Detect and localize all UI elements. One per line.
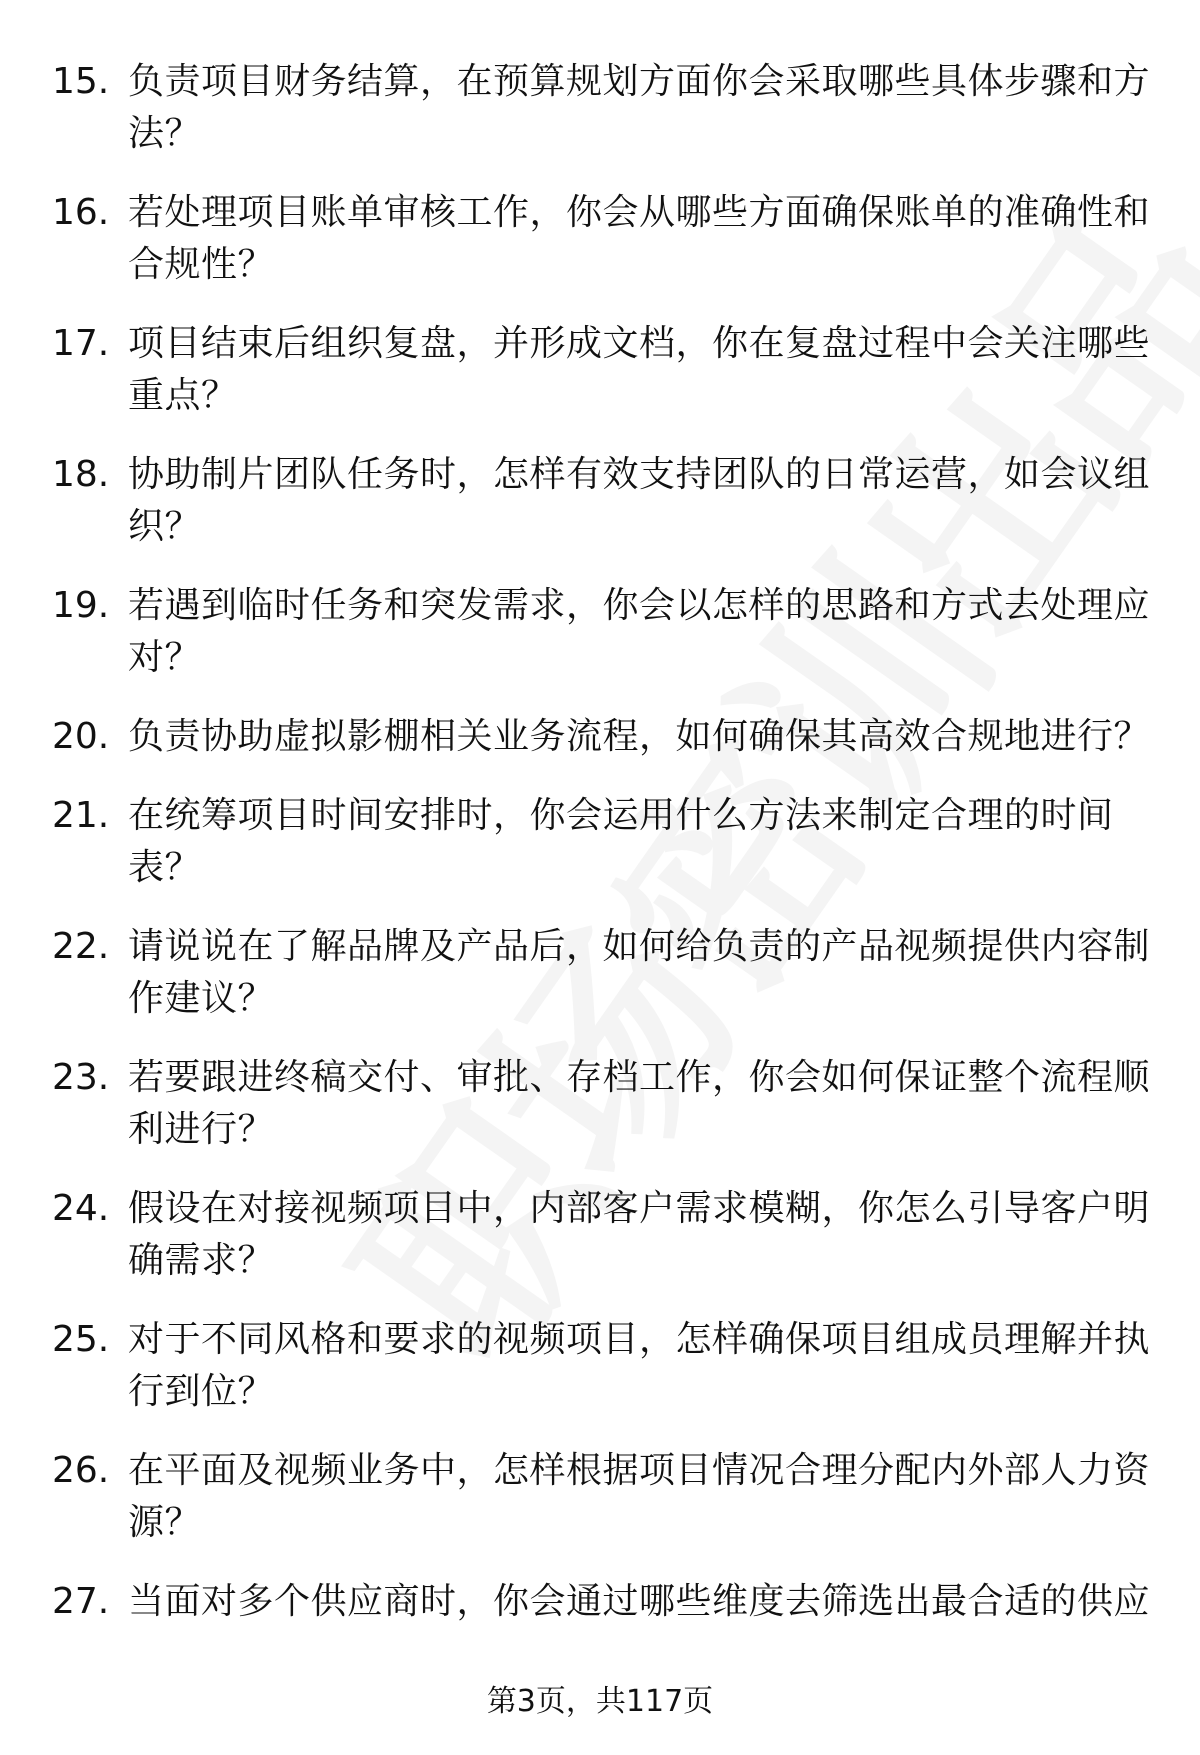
question-text: 若要跟进终稿交付、审批、存档工作，你会如何保证整个流程顺利进行？ bbox=[128, 1057, 1151, 1150]
question-number: 17. bbox=[52, 323, 110, 364]
page-footer: 第3页，共117页 bbox=[486, 1684, 714, 1719]
question-text: 请说说在了解品牌及产品后，如何给负责的产品视频提供内容制作建议？ bbox=[128, 926, 1151, 1019]
question-number: 18. bbox=[52, 454, 110, 495]
question-text: 项目结束后组织复盘，并形成文档，你在复盘过程中会关注哪些重点？ bbox=[128, 323, 1151, 416]
question-number: 23. bbox=[52, 1057, 110, 1098]
question-number: 15. bbox=[52, 61, 110, 102]
question-number: 26. bbox=[52, 1450, 110, 1491]
question-number: 24. bbox=[52, 1188, 110, 1229]
question-text: 负责协助虚拟影棚相关业务流程，如何确保其高效合规地进行？ bbox=[128, 716, 1151, 757]
question-number: 16. bbox=[52, 192, 110, 233]
question-text: 在统筹项目时间安排时，你会运用什么方法来制定合理的时间表？ bbox=[128, 795, 1114, 888]
question-text: 协助制片团队任务时，怎样有效支持团队的日常运营，如会议组织？ bbox=[128, 454, 1151, 547]
question-number: 19. bbox=[52, 585, 110, 626]
question-text: 若遇到临时任务和突发需求，你会以怎样的思路和方式去处理应对？ bbox=[128, 585, 1151, 678]
question-number: 27. bbox=[52, 1581, 110, 1622]
question-text: 在平面及视频业务中，怎样根据项目情况合理分配内外部人力资源？ bbox=[128, 1450, 1151, 1543]
question-number: 25. bbox=[52, 1319, 110, 1360]
question-text: 假设在对接视频项目中，内部客户需求模糊，你怎么引导客户明确需求？ bbox=[128, 1188, 1151, 1281]
question-number: 21. bbox=[52, 795, 110, 836]
question-text: 负责项目财务结算，在预算规划方面你会采取哪些具体步骤和方法？ bbox=[128, 61, 1151, 154]
question-number: 20. bbox=[52, 716, 110, 757]
question-text: 对于不同风格和要求的视频项目，怎样确保项目组成员理解并执行到位？ bbox=[128, 1319, 1151, 1412]
question-number: 22. bbox=[52, 926, 110, 967]
question-text: 当面对多个供应商时，你会通过哪些维度去筛选出最合适的供应 bbox=[128, 1581, 1151, 1622]
question-text: 若处理项目账单审核工作，你会从哪些方面确保账单的准确性和合规性？ bbox=[128, 192, 1151, 285]
